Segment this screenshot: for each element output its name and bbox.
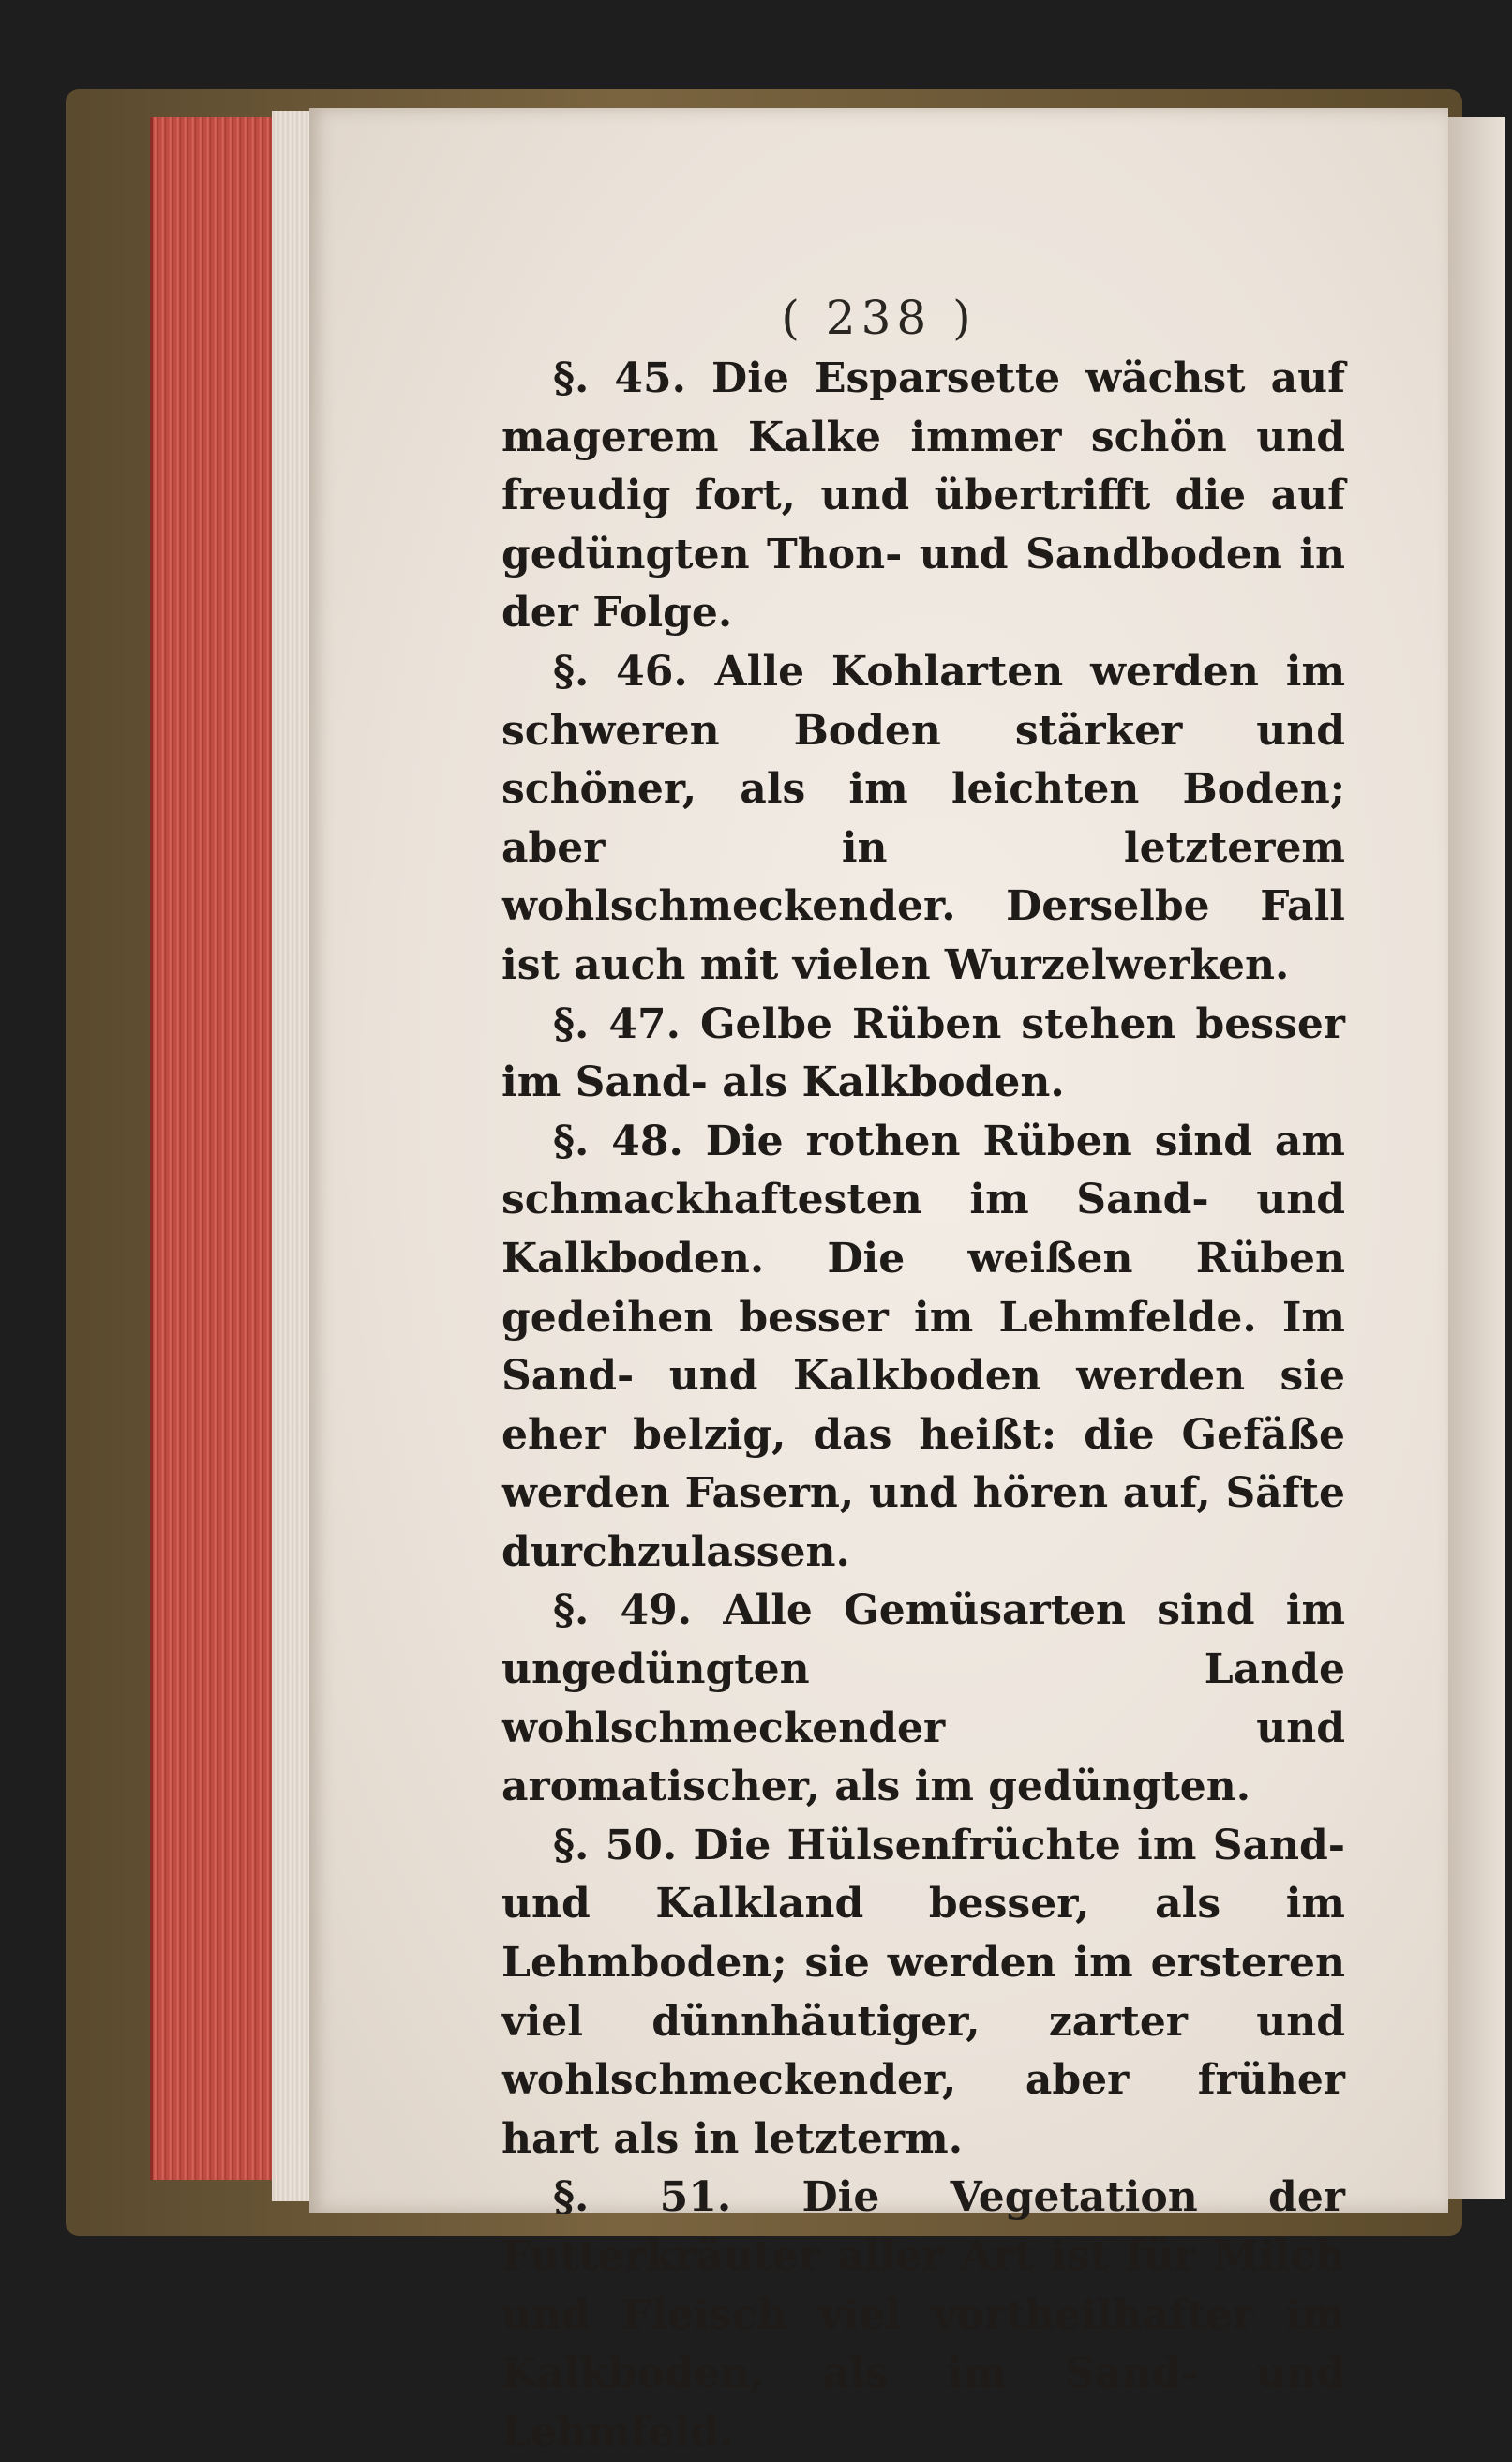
- page-number-header: ( 238 ): [781, 291, 977, 345]
- paragraph-48: §. 48. Die rothen Rüben sind am schmackhaftesten im Sand- und Kalkboden. Die weißen Rüben gedeihen besser im Lehmfelde. Im Sand- und Kalkboden werden sie eher belzig, das heißt: die Gefäße werden Fasern, und hören auf, Säfte durchzulassen.: [502, 1117, 1345, 1576]
- paragraph-49: §. 49. Alle Gemüsarten sind im ungedüngten Lande wohlschmeckender und aromatischer, als im gedüngten.: [502, 1586, 1345, 1811]
- book-page: [309, 108, 1448, 2456]
- facing-page-edge: [1448, 117, 1505, 2199]
- page-text: [502, 350, 1345, 2462]
- paragraph-51: §. 51. Die Vegetation der Futterkräuter aller Art ist für Milch und Fleisch viel vortheilhafter im Kalkboden, als im Sand- und Lehmfeld.: [502, 2173, 1345, 2456]
- paragraph-47: §. 47. Gelbe Rüben stehen besser im Sand- als Kalkboden.: [502, 999, 1345, 1107]
- paragraph-46: §. 46. Alle Kohlarten werden im schweren Boden stärker und schöner, als im leichten Boden; aber in letzterem wohlschmeckender. Derselbe Fall ist auch mit vielen Wurzelwerken.: [502, 647, 1345, 989]
- paragraph-50: §. 50. Die Hülsenfrüchte im Sand- und Kalkland besser, als im Lehmboden; sie werden im ersteren viel dünnhäutiger, zarter und wohlschmeckender, aber früher hart als in letzterm.: [502, 1821, 1345, 2163]
- paragraph-45: §. 45. Die Esparsette wächst auf magerem Kalke immer schön und freudig fort, und übertrifft die auf gedüngten Thon- und Sandboden in der Folge.: [502, 354, 1345, 638]
